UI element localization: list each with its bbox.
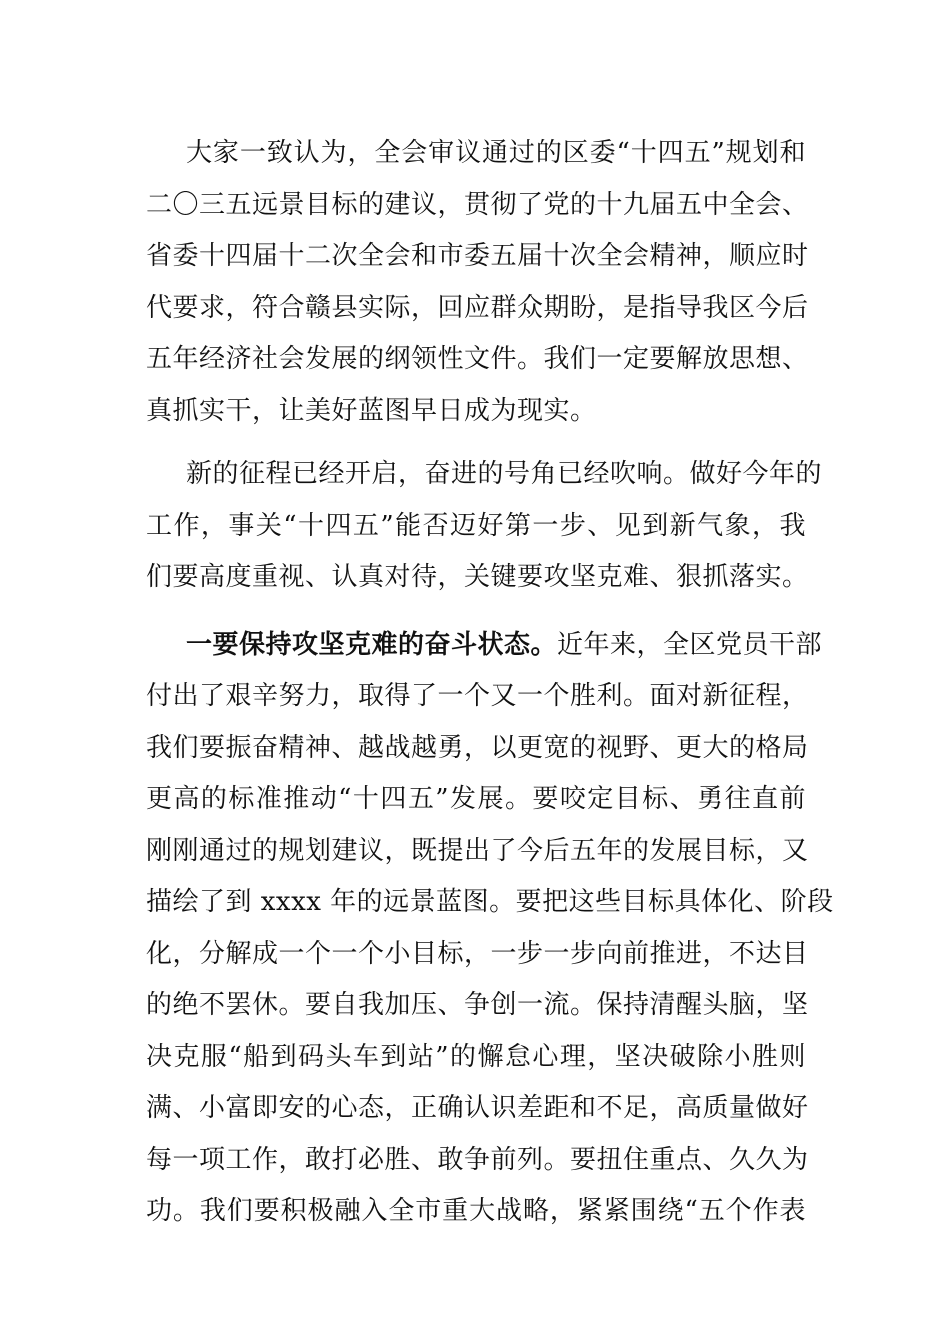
text-line: 二〇三五远景目标的建议，贯彻了党的十九届五中全会、 bbox=[146, 189, 809, 220]
text-line: 五年经济社会发展的纲领性文件。我们一定要解放思想、 bbox=[146, 344, 809, 374]
text-line: 刚刚通过的规划建议，既提出了今后五年的发展目标，又 bbox=[146, 835, 809, 866]
text-line: 满、小富即安的心态，正确认识差距和不足，高质量做好 bbox=[146, 1093, 809, 1123]
paragraph-spacer bbox=[146, 604, 806, 620]
text-line: 功。我们要积极融入全市重大战略，紧紧围绕“五个作表 bbox=[146, 1196, 806, 1226]
text-line: 代要求，符合赣县实际，回应群众期盼，是指导我区今后 bbox=[146, 292, 809, 323]
text-line: 更高的标准推动“十四五”发展。要咬定目标、勇往直前 bbox=[146, 784, 806, 814]
text-line: 化，分解成一个一个小目标，一步一步向前推进，不达目 bbox=[146, 938, 809, 969]
paragraph-struggle-state bbox=[146, 620, 834, 1238]
heading-line-rest: 近年来，全区党员干部 bbox=[557, 629, 823, 660]
text-line: 描绘了到 xxxx 年的远景蓝图。要把这些目标具体化、阶段 bbox=[146, 887, 834, 917]
text-line: 大家一致认为，全会审议通过的区委“十四五”规划和 bbox=[186, 138, 806, 168]
text-line: 每一项工作，敢打必胜、敢争前列。要扭住重点、久久为 bbox=[146, 1144, 809, 1175]
text-line: 新的征程已经开启，奋进的号角已经吹响。做好今年的 bbox=[186, 459, 823, 489]
paragraph-spacer bbox=[146, 437, 806, 449]
text-line bbox=[146, 620, 823, 672]
text-line: 的绝不罢休。要自我加压、争创一流。保持清醒头脑，坚 bbox=[146, 990, 809, 1020]
text-line: 真抓实干，让美好蓝图早日成为现实。 bbox=[146, 395, 597, 426]
text-line: 省委十四届十二次全会和市委五届十次全会精神，顺应时 bbox=[146, 241, 809, 271]
text-line: 我们要振奋精神、越战越勇，以更宽的视野、更大的格局 bbox=[146, 732, 809, 763]
paragraph-new-journey bbox=[146, 449, 823, 604]
document-body bbox=[146, 128, 834, 1238]
paragraph-consensus bbox=[146, 128, 809, 437]
text-line: 付出了艰辛努力，取得了一个又一个胜利。面对新征程， bbox=[146, 681, 809, 711]
text-line: 决克服“船到码头车到站”的懈怠心理，坚决破除小胜则 bbox=[146, 1041, 806, 1072]
text-line: 工作，事关“十四五”能否迈好第一步、见到新气象，我 bbox=[146, 510, 806, 541]
text-line: 们要高度重视、认真对待，关键要攻坚克难、狠抓落实。 bbox=[146, 562, 809, 592]
section-heading: 一要保持攻坚克难的奋斗状态。 bbox=[186, 629, 558, 660]
